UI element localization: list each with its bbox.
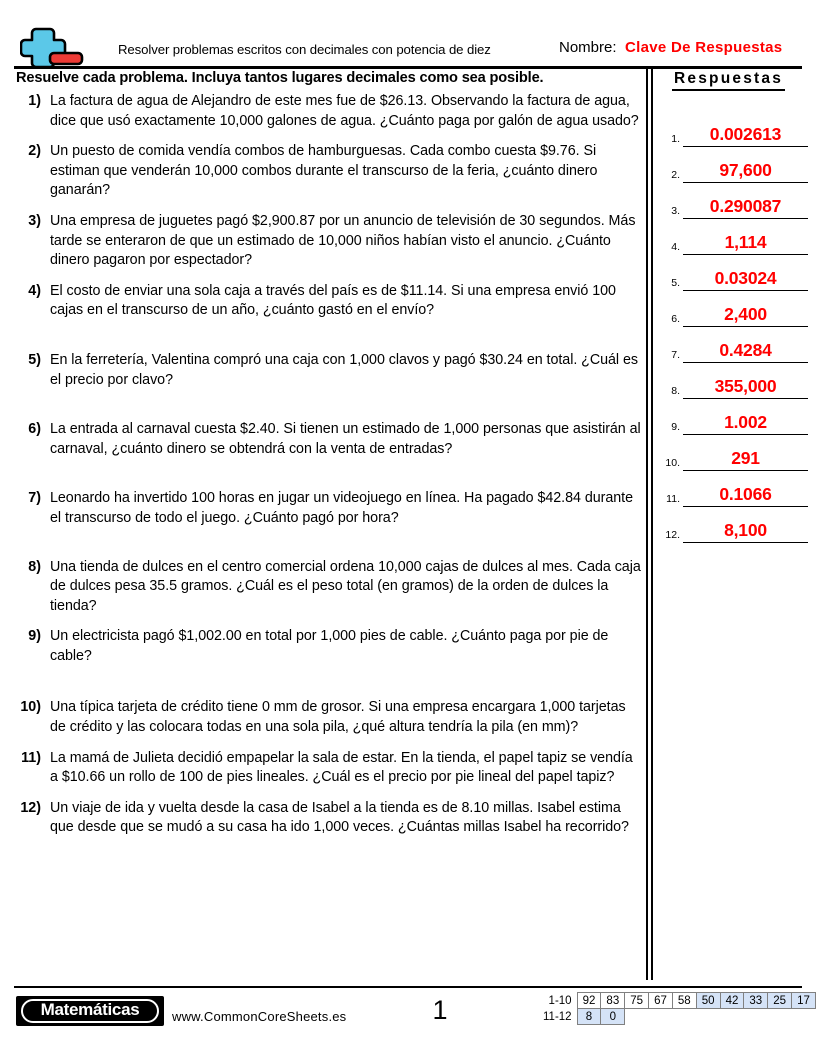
problem-number: 4) [28, 282, 41, 299]
problem-item [16, 282, 644, 321]
score-cell-empty [625, 1009, 649, 1025]
answer-value: 1,114 [724, 232, 767, 252]
score-cell[interactable]: 8 [577, 1009, 601, 1025]
answers-heading: Respuestas [672, 70, 785, 91]
answer-row [658, 219, 808, 255]
footer-divider-rule [14, 986, 802, 988]
score-cell-empty [649, 1009, 673, 1025]
plus-minus-logo-icon [20, 26, 90, 68]
problem-number: 8) [28, 558, 41, 575]
score-cell-empty [744, 1009, 768, 1025]
problem-text: Un electricista pagó $1,002.00 en total por 1,000 pies de cable. ¿Cuánto paga por pie de cable? [50, 628, 609, 664]
answer-value: 355,000 [714, 376, 777, 396]
answer-row [658, 291, 808, 327]
problem-text: Una tienda de dulces en el centro comercial ordena 10,000 cajas de dulces al mes. Cada caja de dulces pesa 35.5 gramos. ¿Cuál es el peso total (en gramos) de la orden de dulces la tienda? [50, 558, 641, 614]
score-cell[interactable]: 25 [768, 993, 792, 1009]
answer-key-column [658, 70, 808, 543]
score-cell-empty [768, 1009, 792, 1025]
answer-blank[interactable] [683, 232, 808, 255]
score-cell[interactable]: 67 [649, 993, 673, 1009]
score-cell[interactable]: 58 [672, 993, 696, 1009]
problem-text: Una empresa de juguetes pagó $2,900.87 por un anuncio de televisión de 30 segundos. Más tarde se enteraron de que un estimado de 10,000 niños habían visto el anuncio. ¿Cuánto dinero pagaron por espectador? [50, 212, 636, 269]
problem-text: En la ferretería, Valentina compró una caja con 1,000 clavos y pagó $30.24 en total. ¿Cuál es el precio por clavo? [50, 351, 638, 388]
problem-number: 6) [28, 421, 41, 438]
answer-index: 3. [671, 205, 680, 217]
answer-value: 0.290087 [709, 196, 782, 216]
problem-text: Leonardo ha invertido 100 horas en jugar un videojuego en línea. Ha pagado $42.84 durante el transcurso de todo el juego. ¿Cuánto pagó por hora? [50, 490, 633, 526]
problem-number: 2) [28, 143, 41, 160]
answer-index: 10. [665, 457, 680, 469]
answer-index: 2. [671, 169, 680, 181]
score-cell[interactable]: 50 [696, 993, 720, 1009]
answer-value: 0.002613 [709, 124, 782, 144]
problem-item [16, 212, 644, 271]
problem-text: La entrada al carnaval cuesta $2.40. Si tienen un estimado de 1,000 personas que asistirán al carnaval, ¿cuánto dinero se obtendrá con la venta de entradas? [50, 421, 641, 457]
answer-blank[interactable] [683, 340, 808, 363]
score-table-row [530, 993, 816, 1009]
answer-blank[interactable] [683, 268, 808, 291]
answer-value: 97,600 [719, 160, 772, 180]
problem-number: 7) [28, 490, 41, 507]
problem-item [16, 558, 644, 617]
answer-value: 291 [731, 448, 760, 468]
column-divider [646, 68, 654, 980]
answer-blank[interactable] [683, 520, 808, 543]
problem-text: Un viaje de ida y vuelta desde la casa de Isabel a la tienda es de 8.10 millas. Isabel estima que desde que se mudó a su casa ha ido 1,000 veces. ¿Cuántas millas Isabel ha recorrido? [50, 799, 629, 836]
answer-row [658, 111, 808, 147]
problem-item [16, 799, 644, 838]
answer-blank[interactable] [683, 160, 808, 183]
score-cell-empty [720, 1009, 744, 1025]
answer-index: 6. [671, 313, 680, 325]
problem-item [16, 698, 644, 737]
answer-row [658, 435, 808, 471]
answer-blank[interactable] [683, 376, 808, 399]
worksheet-title: Resolver problemas escritos con decimales con potencia de diez [118, 42, 491, 57]
score-table-row [530, 1009, 816, 1025]
name-label: Nombre: [559, 39, 617, 56]
answer-blank[interactable] [683, 484, 808, 507]
score-cell[interactable]: 92 [577, 993, 601, 1009]
answer-index: 9. [671, 421, 680, 433]
answer-row [658, 507, 808, 543]
answer-value: 8,100 [724, 520, 767, 540]
site-url: www.CommonCoreSheets.es [172, 1009, 347, 1024]
answer-index: 12. [665, 529, 680, 541]
problems-list [16, 92, 644, 849]
score-cell[interactable]: 42 [720, 993, 744, 1009]
answer-row [658, 399, 808, 435]
answer-row [658, 471, 808, 507]
answer-blank[interactable] [683, 412, 808, 435]
score-cell-empty [696, 1009, 720, 1025]
problem-item [16, 489, 644, 528]
answer-value: 1.002 [724, 412, 767, 432]
problem-number: 11) [21, 749, 41, 766]
problem-number: 3) [28, 212, 41, 229]
answer-value: 0.1066 [719, 484, 772, 504]
problem-item [16, 142, 644, 201]
problem-text: La mamá de Julieta decidió empapelar la sala de estar. En la tienda, el papel tapiz se vendía a $10.66 un rollo de 100 de pies lineales. ¿Cuál es el precio por pie lineal del papel tapiz? [50, 749, 633, 786]
score-cell[interactable]: 83 [601, 993, 625, 1009]
score-table [530, 992, 816, 1025]
answer-blank[interactable] [683, 196, 808, 219]
problem-text: Una típica tarjeta de crédito tiene 0 mm de grosor. Si una empresa encargara 1,000 tarjetas de crédito y las colocara todas en una sola pila, ¿qué altura tendría la pila (en mm)? [50, 699, 626, 736]
problem-text: El costo de enviar una sola caja a través del país es de $11.14. Si una empresa envió 100 cajas en el transcurso de un año, ¿cuánto gastó en el envío? [50, 282, 616, 319]
problem-number: 12) [20, 799, 41, 816]
score-cell-empty [792, 1009, 816, 1025]
problem-number: 9) [28, 628, 41, 645]
answer-index: 8. [671, 385, 680, 397]
answer-row [658, 147, 808, 183]
page-number: 1 [432, 995, 448, 1025]
score-row-label: 1-10 [548, 994, 572, 1007]
answer-index: 5. [671, 277, 680, 289]
problem-item [16, 351, 644, 390]
answer-row [658, 255, 808, 291]
instructions-text: Resuelve cada problema. Incluya tantos lugares decimales como sea posible. [16, 70, 544, 86]
problem-item [16, 627, 644, 666]
page-header [14, 24, 802, 68]
score-cell[interactable]: 75 [625, 993, 649, 1009]
score-cell[interactable]: 0 [601, 1009, 625, 1025]
score-cell[interactable]: 17 [792, 993, 816, 1009]
problem-item [16, 92, 644, 131]
problem-item [16, 420, 644, 459]
answer-blank[interactable] [683, 124, 808, 147]
answer-row [658, 183, 808, 219]
answer-row [658, 327, 808, 363]
answer-value: 0.03024 [714, 268, 777, 288]
score-cell-empty [672, 1009, 696, 1025]
problem-number: 1) [28, 93, 41, 109]
answer-blank[interactable] [683, 304, 808, 327]
brand-label: Matemáticas [40, 1000, 140, 1019]
answer-value: 0.4284 [719, 340, 772, 360]
answer-row [658, 363, 808, 399]
answer-index: 4. [671, 241, 680, 253]
problem-text: Un puesto de comida vendía combos de hamburguesas. Cada combo cuesta $9.76. Si estiman que venderán 10,000 combos durante el transcurso de la feria, ¿cuánto dinero ganarán? [50, 143, 598, 199]
name-value: Clave De Respuestas [625, 39, 783, 56]
header-divider-rule [14, 66, 802, 69]
answer-index: 11. [666, 493, 680, 505]
answer-blank[interactable] [683, 448, 808, 471]
problem-item [16, 749, 644, 788]
answer-index: 1. [671, 133, 680, 145]
answer-index: 7. [671, 349, 680, 361]
score-cell[interactable]: 33 [744, 993, 768, 1009]
score-row-label: 11-12 [543, 1010, 572, 1023]
problem-number: 10) [20, 699, 41, 716]
answers-list [658, 111, 808, 543]
problem-text: La factura de agua de Alejandro de este mes fue de $26.13. Observando la factura de agua, dice que usó exactamente 10,000 galones de agua. ¿Cuánto paga por galón de agua usado? [50, 93, 639, 129]
brand-badge [16, 996, 164, 1026]
answer-value: 2,400 [724, 304, 767, 324]
problem-number: 5) [28, 351, 41, 368]
